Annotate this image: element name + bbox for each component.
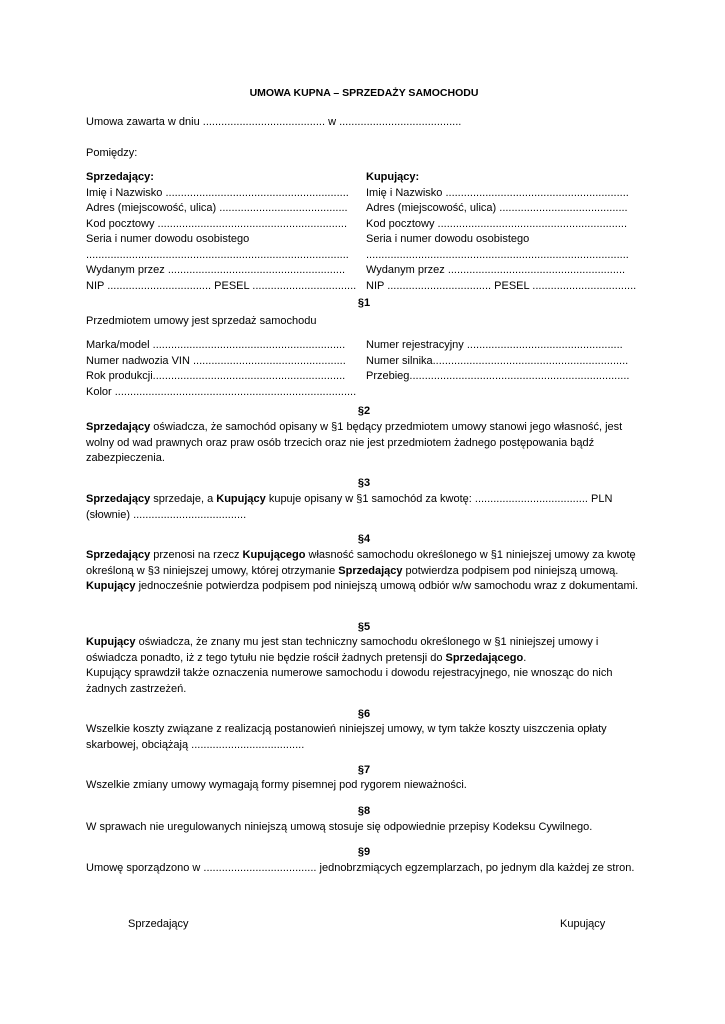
vehicle-registration-line: Numer rejestracyjny ................................................... <box>366 339 623 351</box>
section-4-part-3: potwierdza podpisem pod niniejszą umową. <box>402 564 619 577</box>
section-2-body: oświadcza, że samochód opisany w §1 będący przedmiotem umowy stanowi jego własność, jest wolny od wad prawnych oraz praw osób trzecich oraz nie jest przedmiotem żadnego postępowania bądź zabezpieczenia. <box>86 421 623 464</box>
section-6-text: Wszelkie koszty związane z realizacją postanowień niniejszej umowy, w tym także koszty uiszczenia opłaty skarbowej, obciążają ..................................... <box>86 723 607 751</box>
seller-term: Sprzedający <box>86 493 151 505</box>
document-title: UMOWA KUPNA – SPRZEDAŻY SAMOCHODU <box>249 87 479 99</box>
buyer-term: Kupujący <box>216 493 266 505</box>
vehicle-make-model-line: Marka/model ............................................................... <box>86 339 346 351</box>
section-9-heading: §9 <box>357 846 371 858</box>
buyer-issued-line: Wydanym przez .......................................................... <box>366 264 626 276</box>
vehicle-vin-line: Numer nadwozia VIN .................................................. <box>86 354 346 367</box>
vehicle-details-right <box>366 338 636 385</box>
seller-address-line: Adres (miejscowość, ulica) .......................................... <box>86 202 348 214</box>
seller-block <box>86 170 356 294</box>
section-6-heading: §6 <box>357 708 371 720</box>
section-5-part-3: Kupujący sprawdził także oznaczenia numerowe samochodu i dowodu rejestracyjnego, nie wnosząc do nich żadnych zastrzeżeń. <box>86 667 613 695</box>
section-8-text: W sprawach nie uregulowanych niniejszą umową stosuje się odpowiednie przepisy Kodeksu Cywilnego. <box>86 821 593 833</box>
seller-issued-line: Wydanym przez .......................................................... <box>86 264 346 276</box>
seller-term: Sprzedający <box>338 564 403 577</box>
buyer-term: Kupujący <box>86 580 136 592</box>
seller-term: Sprzedający <box>86 549 151 561</box>
buyer-address-line: Adres (miejscowość, ulica) .......................................... <box>366 202 628 214</box>
buyer-term: Kupującego <box>242 549 306 561</box>
section-7-heading: §7 <box>357 764 371 776</box>
section-4-heading: §4 <box>357 533 371 545</box>
buyer-postcode-line: Kod pocztowy .............................................................. <box>366 217 628 230</box>
section-4-part-4: jednocześnie potwierdza podpisem pod niniejszą umową odbiór w/w samochodu wraz z dokumentami. <box>135 580 639 592</box>
vehicle-color-line: Kolor ............................................................................... <box>86 385 356 398</box>
section-9-text: Umowę sporządzono w ..................................... jednobrzmiących egzemplarzach, po jednym dla każdej ze stron. <box>86 862 635 874</box>
section-4-part-1: przenosi na rzecz <box>150 549 243 561</box>
section-2-text <box>86 420 642 467</box>
vehicle-year-line: Rok produkcji............................................................... <box>86 370 346 382</box>
buyer-term: Kupujący <box>86 636 136 648</box>
buyer-id-label: Seria i numer dowodu osobistego <box>366 233 530 245</box>
section-5-heading: §5 <box>357 621 371 633</box>
buyer-name-line: Imię i Nazwisko ............................................................ <box>366 186 629 199</box>
section-1-heading: §1 <box>357 297 371 309</box>
section-3-part-1: sprzedaje, a <box>150 493 217 505</box>
buyer-heading: Kupujący: <box>366 171 420 183</box>
section-3-text <box>86 492 642 523</box>
section-3-heading: §3 <box>357 477 371 489</box>
section-4-text <box>86 548 642 595</box>
buyer-nip-pesel-line: NIP .................................. PESEL .................................. <box>366 279 636 292</box>
section-7-text: Wszelkie zmiany umowy wymagają formy pisemnej pod rygorem nieważności. <box>86 779 467 791</box>
seller-term: Sprzedający <box>86 421 151 433</box>
section-2-heading: §2 <box>357 405 371 417</box>
section-5-part-2: . <box>523 651 527 664</box>
section-5-part-1: oświadcza, że znany mu jest stan techniczny samochodu określonego w §1 niniejszej umowy i oświadcza ponadto, iż z tego tytułu nie będzie rościł żadnych pretensji do <box>86 636 599 664</box>
section-4-part-2: własność samochodu określonego w §1 niniejszej umowy za kwotę określoną w §3 niniejszej umowy, której otrzymanie <box>86 549 636 577</box>
buyer-signature-label: Kupujący <box>560 918 606 930</box>
seller-postcode-line: Kod pocztowy .............................................................. <box>86 217 348 230</box>
vehicle-engine-line: Numer silnika................................................................ <box>366 354 629 367</box>
vehicle-details-left <box>86 338 356 400</box>
seller-signature-label: Sprzedający <box>128 918 189 930</box>
seller-nip-pesel-line: NIP .................................. PESEL .................................. <box>86 279 356 292</box>
section-5-text <box>86 635 642 697</box>
intro-line: Umowa zawarta w dniu ........................................ w ........................................ <box>86 116 462 128</box>
buyer-block <box>366 170 636 294</box>
vehicle-mileage-line: Przebieg........................................................................ <box>366 370 630 382</box>
seller-name-line: Imię i Nazwisko ............................................................ <box>86 186 349 199</box>
section-1-text: Przedmiotem umowy jest sprzedaż samochodu <box>86 315 317 327</box>
seller-id-line: ...................................................................................... <box>86 248 349 261</box>
section-3-part-2: kupuje opisany w §1 samochód za kwotę: ..................................... PLN (słownie) ..................................... <box>86 493 613 521</box>
buyer-id-line: ...................................................................................... <box>366 248 629 261</box>
seller-term: Sprzedającego <box>445 651 524 664</box>
seller-id-label: Seria i numer dowodu osobistego <box>86 233 250 245</box>
seller-heading: Sprzedający: <box>86 171 154 183</box>
between-label: Pomiędzy: <box>86 147 138 159</box>
section-8-heading: §8 <box>357 805 371 817</box>
